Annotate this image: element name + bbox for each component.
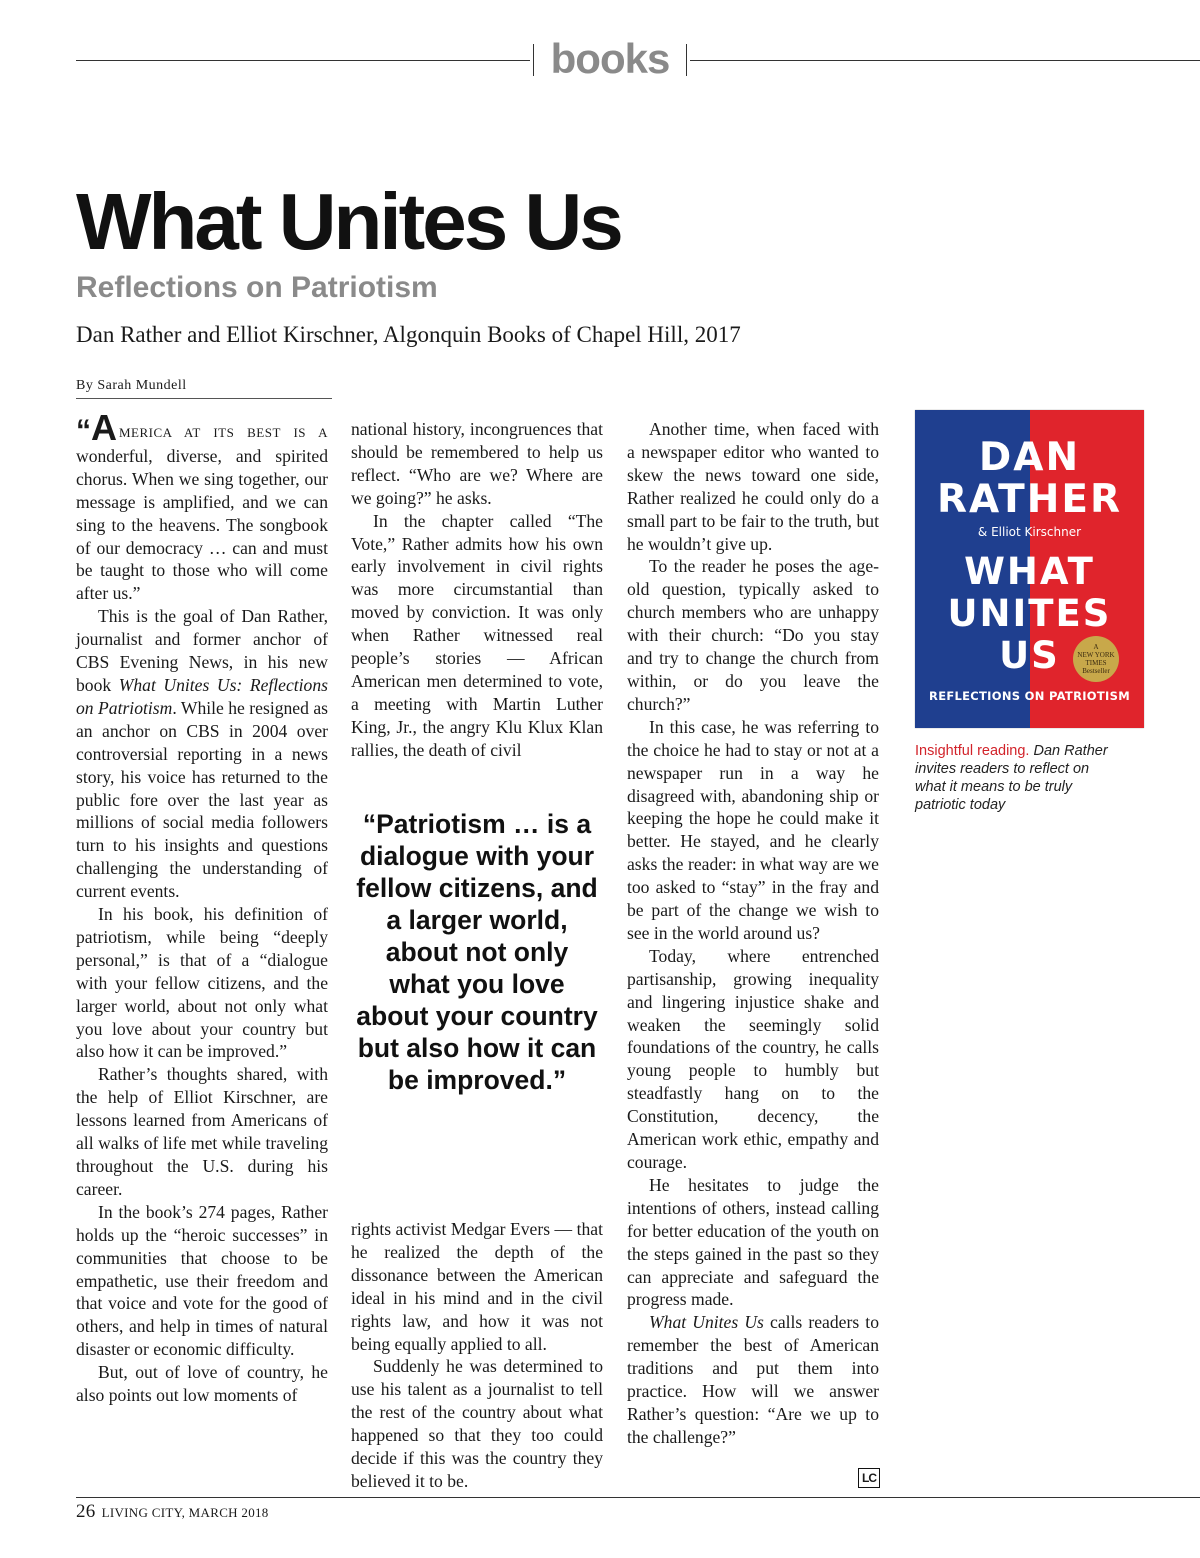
paragraph: In the book’s 274 pages, Rather holds up the “heroic successes” in communities that choose to be empathetic, use their freedom and that voice and vote for the good of others, and help in times of natural disaster or economic difficulty. [76, 1201, 328, 1360]
paragraph [627, 1311, 879, 1448]
paragraph: Rather’s thoughts shared, with the help of Elliot Kirschner, are lessons learned from Americans of all walks of life met while traveling throughout the U.S. during his career. [76, 1064, 328, 1199]
header-rule-right [690, 60, 1200, 61]
publication-name: LIVING CITY, MARCH 2018 [101, 1505, 269, 1520]
seal-text: NEW YORK [1077, 651, 1115, 659]
footer-rule [76, 1497, 1200, 1498]
book-info: Dan Rather and Elliot Kirschner, Algonquin Books of Chapel Hill, 2017 [76, 322, 741, 347]
column-2-top [351, 418, 603, 762]
cover-title-line1: WHAT [964, 550, 1095, 593]
paragraph: Suddenly he was determined to use his talent as a journalist to tell the rest of the country about what happened so that they too could decide if this was the country they believed it to be. [351, 1356, 603, 1491]
paragraph: To the reader he poses the age-old question, typically asked to church members who are unhappy with their church: “Do you stay and try to change the church from within, or do you leave the church?” [627, 556, 879, 714]
drop-cap: A [91, 407, 117, 448]
end-mark: LC [858, 1468, 880, 1488]
cover-coauthor: & Elliot Kirschner [977, 525, 1082, 539]
paragraph-text: wonderful, diverse, and spirited chorus. When we sing together, our message is amplified, and we can sing to the heavens. The songbook of our democracy … can and must be taught to those who will come after us.” [76, 445, 328, 604]
seal-text: Bestseller [1082, 667, 1110, 675]
article-title: What Unites Us [76, 177, 621, 266]
paragraph-text: . While he resigned as an anchor on CBS in 2004 over controversial reporting in a news story, his voice has returned to the public fore over the last year as millions of social media followers turn to his insights and questions challenging the understanding of current events. [76, 697, 328, 902]
paragraph: rights activist Medgar Evers — that he realized the depth of the dissonance between the American ideal in his mind and in the civil rights law, and how it was not being equally applied to all. [351, 1219, 603, 1354]
page-footer [76, 1502, 269, 1523]
cover-subtitle: REFLECTIONS ON PATRIOTISM [929, 689, 1130, 703]
bestseller-seal [1073, 636, 1119, 682]
paragraph [76, 605, 328, 903]
byline-rule [76, 398, 332, 399]
column-2-bottom [351, 1218, 603, 1493]
article-subtitle: Reflections on Patriotism [76, 271, 438, 304]
pull-quote: “Patriotism … is a dialogue with your fellow citizens, and a larger world, about not only what you love about your country but also how it can be improved.” [356, 809, 598, 1095]
book-title-italic: What Unites Us [649, 1312, 764, 1333]
seal-text: A [1093, 643, 1099, 651]
paragraph: Today, where entrenched partisanship, growing inequality and lingering injustice shake and weaken the seemingly solid foundations of the country, he calls young people to humbly but steadfastly hang on to the Constitution, decency, the American work ethic, empathy and courage. [627, 945, 879, 1172]
cover-title-line3: US [999, 634, 1060, 677]
cover-author-first: DAN [978, 435, 1081, 480]
paragraph: In the chapter called “The Vote,” Rather admits how his own early involvement in civil rights was more circumstantial than moved by conviction. It was only when Rather witnessed real people’s stories — African American men determined to vote, a meeting with Martin Luther King, Jr., the angry Klu Klux Klan rallies, the death of civil [351, 510, 603, 760]
paragraph: In his book, his definition of patriotism, while being “deeply personal,” is that of a “dialogue with your fellow citizens, and the larger world, about not only what you love about your country but also how it can be improved.” [76, 904, 328, 1062]
paragraph: But, out of love of country, he also points out low moments of [76, 1362, 328, 1406]
paragraph: Another time, when faced with a newspaper editor who wanted to skew the news toward one side, Rather realized he could only do a small part to be fair to the truth, but he wouldn’t give up. [627, 419, 879, 554]
paragraph-text: calls readers to remember the best of American traditions and put them into practice. How will we answer Rather’s question: “Are we up to the challenge?” [627, 1312, 879, 1447]
page-number: 26 [76, 1501, 96, 1522]
header-tick-left [533, 44, 534, 76]
paragraph: He hesitates to judge the intentions of others, instead calling for better education of the youth on the steps gained in the past so they can appreciate and safeguard the progress made. [627, 1174, 879, 1310]
book-title-italic: What Unites Us: Reflections on Patriotism [76, 674, 328, 718]
cover-caption [915, 742, 1115, 814]
section-label: books [550, 35, 670, 82]
smallcaps-lead: MERICA AT ITS BEST IS A [119, 425, 328, 440]
column-3 [627, 418, 879, 1449]
cover-title-line2: UNITES [947, 592, 1112, 635]
header-rule-left [76, 60, 530, 61]
caption-lead: Insightful reading. [915, 743, 1030, 759]
paragraph-text: This is the goal of Dan Rather, journalist and former anchor of CBS Evening News, in his new book [76, 606, 328, 695]
seal-text: TIMES [1085, 659, 1107, 667]
byline: By Sarah Mundell [76, 378, 187, 393]
cover-author-last: RATHER [936, 477, 1123, 522]
column-1 [76, 407, 328, 1407]
book-cover-image [915, 410, 1144, 728]
open-quote: “ [76, 414, 91, 447]
paragraph [76, 407, 328, 605]
header-tick-right [686, 44, 687, 76]
paragraph: In this case, he was referring to the choice he had to stay or not at a newspaper run in a way he disagreed with, abandoning ship or keeping the hope he could make it better. He stayed, and he clearly asks the reader: in what way are we too asked to “stay” in the fray and be part of the change we wish to see in the world around us? [627, 716, 879, 943]
caption-text: Dan Rather invites readers to reflect on what it means to be truly patriotic today [915, 743, 1108, 813]
paragraph: national history, incongruences that should be remembered to help us reflect. “Who are we? Where are we going?” he asks. [351, 419, 603, 508]
